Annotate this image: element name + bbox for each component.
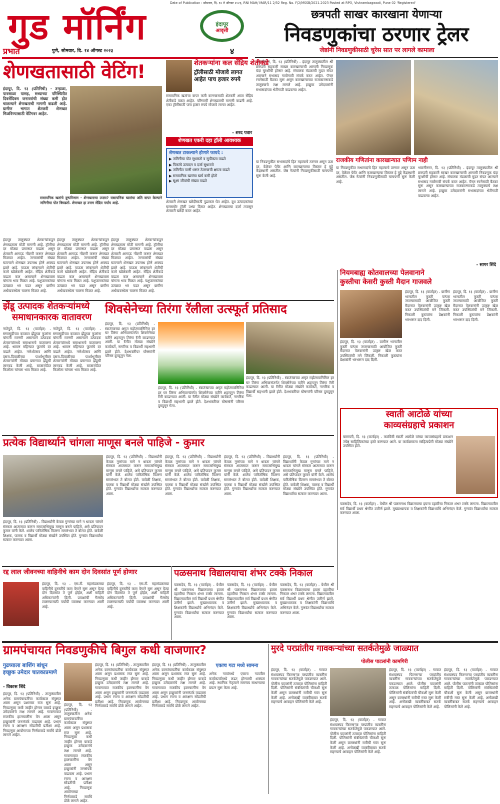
chhatrapati-body-3: भवानीनगर, दि. १३ (प्रतिनिधी) - इंदापूर तालुक्यातील श्री छत्रपती सहकारी साखर कारखान्याची आगामी निवडणूक यंदा चुरशीची होणार आहे. संचालक मंडळाची मुदत संपत आल्याने सभासद गावोगावी संपर्क करत आहेत. पॅनल रचनेसाठी बैठका सुरू असून कारखान्याच्या राजकारणाकडे तालुक्याचे लक्ष लागले आहे. इच्छुक उमेदवारांनी सभासदांच्या भेटीगाठी वाढवल्या आहेत.: [418, 166, 498, 198]
gram-body-2: इंदापूर, दि. १३ (प्रतिनिधी) - तालुक्यातील अनेक ग्रामपंचायतींचा कार्यकाळ संपुष्टात आला असून प्रशासक राज सुरू आहे. निवडणुका कधी जाहीर होणार याकडे इच्छुक उमेदवारांचे लक्ष लागले आहे. गावागावात राजकीय हालचालींना वेग आला असून इच्छुकांनी जनसंपर्क वाढवला आहे. प्रभाग रचना व आरक्षण सोडतीची प्रतीक्षा आहे. निवडणूक आयोगाच्या निर्णयाकडे सर्वांचे डोळे लागले आहेत.: [95, 663, 149, 709]
tiranga-body-3: इंदापूर, दि. १३ (प्रतिनिधी) - स्वातंत्र्याच्या अमृत महोत्सवानिमित्त हर घर तिरंगा अभियानांतर्गत शिवसेनेच्या वतीने शहरातून तिरंगा रॅली काढण्यात आली. या रॅलीत मोठ्या संख्येने कार्यकर्ते, नागरिक व विद्यार्थी सहभागी झाले होते. देशभक्तीपर घोषणांनी परिसर दुमदुमून गेला.: [246, 376, 334, 399]
wrestling-body-1: इंदापूर, दि. १३ (वार्ताहर) - ग्रामीण भागातील कुस्ती परंपरा जपण्यासाठी आयोजित कुस्ती मैदानात पेलवानांनी उत्कृष्ट खेळ करत उपस्थितांची मने जिंकली. निकाली कुस्त्यांना प्रेक्षकांनी भरभरून दाद दिली.: [340, 340, 402, 363]
mid-body-2: शेतकरी शेणखत खरेदीसाठी पुढाकार घेत आहेत. दूध उत्पादकांच्या घरासमोर ट्रॉली उभ्या दिसत आहेत. शेणखताचा दर्जा तपासून शेतकरी खरेदी करत आहेत.: [166, 200, 253, 214]
murde-body-3: इंदापूर, दि. १३ (वार्ताहर) - गावात संशयास्पद फिरणाऱ्या परप्रांतीय व्यक्तींना गावकऱ्यांच्या सतर्कतेमुळे पकडण्यात आले. पोलीस पाटलांनी तत्काळ पोलिसांना माहिती दिली. पोलिसांनी संबंधितांची चौकशी सुरू केली असून ग्रामस्थांनी रात्रीची गस्त सुरू केली आहे. अनोळखी व्यक्तींबाबत सतर्क राहण्याचे आवाहन पोलिसांनी केले आहे.: [389, 668, 441, 709]
gram-photo: [64, 663, 92, 701]
gram-sub: गुढघ्याला बाशिंग बांधून इच्छुक उमेदार चातकाप्रमाणे: [3, 663, 57, 676]
date-line: पुणे, सोमवार, दि. १४ ऑगस्ट २०२३: [52, 49, 114, 54]
jhendu-body-1: नातेपुते, दि. १३ (वार्ताहर) - सणासुदीच्या काळात झेंडूच्या फुलांना चांगली मागणी असल्याने उत्पादक शेतकऱ्यांमध्ये समाधानाचे वातावरण आहे. श्रावण महिन्यात फुलांचे दर वाढले आहेत. गणेशोत्सव आणि दसरा-दिवाळीच्या पार्श्वभूमीवर शेतकऱ्यांनी मोठ्या प्रमाणात झेंडूची लागवड केली आहे. बाजारपेठेत किलोला चांगला भाव मिळत आहे.: [3, 327, 51, 373]
poetry-headline: स्वाती आटोळे यांच्या: [385, 410, 453, 420]
mid-byline: - शरद पवार: [232, 131, 252, 136]
chhatrapati-body-2: या निवडणुकीत सभासदांचे हित महत्त्वाचे ठरणार असून ऊस दर, वेळेवर पेमेंट आणि कारखान्याचा विस्तार हे मुद्दे केंद्रस्थानी असतील. जेष्ठ नेत्यांनी निवडणुकीसाठी चाचपणी सुरू केली आहे.: [336, 166, 415, 184]
kumar-body-5: इंदापूर, दि. १३ (प्रतिनिधी) - विद्यार्थ्यांनी केवळ गुणांच्या मागे न धावता चांगले संस्कार आत्मसात करून समाजाभिमुख माणूस बनले पाहिजे, असे प्रतिपादन कुमार यांनी केले. शालेय पारितोषिक वितरण समारंभात ते बोलत होते. यावेळी शिक्षक, पालक व विद्यार्थी मोठ्या संख्येने उपस्थित होते. गुणवंत विद्यार्थ्यांचा सत्कार करण्यात आला.: [3, 520, 103, 543]
chhatrapati-byline: - सागर शिंदे: [476, 263, 496, 268]
mid-list-box: [166, 148, 253, 198]
tiranga-body-1: इंदापूर, दि. १३ (प्रतिनिधी) - स्वातंत्र्याच्या अमृत महोत्सवानिमित्त हर घर तिरंगा अभियानांतर्गत शिवसेनेच्या वतीने शहरातून तिरंगा रॅली काढण्यात आली. या रॅलीत मोठ्या संख्येने कार्यकर्ते, नागरिक व विद्यार्थी सहभागी झाले होते. देशभक्तीपर घोषणांनी परिसर दुमदुमून गेला.: [105, 322, 155, 359]
chhatrapati-photo-2: [414, 60, 498, 155]
lead-box-text: रासायनिक खतांचे दुष्परिणाम - शेणखताचा उपाय? रासायनिक खतांचा अति वापर केल्याने जमिनीचा पोत बिघडतो. शेणखत हा उत्तम सेंद्रिय पर्याय आहे.: [40, 196, 162, 205]
chhatrapati-sub: जेष्ठांनी निवडणुकीसाठी चुरेस सात पर लागले कामाला: [319, 47, 435, 54]
wrestling-headline-2: कुस्तीचा केसरी कुस्ती मैदान गाजवले: [340, 278, 432, 286]
lead-photo: [70, 86, 162, 194]
wrestling-body-3: इंदापूर, दि. १३ (वार्ताहर) - ग्रामीण भागातील कुस्ती परंपरा जपण्यासाठी आयोजित कुस्ती मैदानात पेलवानांनी उत्कृष्ट खेळ करत उपस्थितांची मने जिंकली. निकाली कुस्त्यांना प्रेक्षकांनी भरभरून दाद दिली.: [453, 290, 498, 322]
mid-list-item: ▶ जमिनीत पाणी धरून ठेवण्याची क्षमता वाढते: [169, 168, 230, 173]
epaper-line: Date of Publication : सोमवार, दि. १४ ते ऑगस्ट २०२३, RNI MAH/ MAR/11 2/52 Reg. No. F/2/MSSB/2021-2023 Posted at RPO, Vishrambagwadi, Pune 02 'Registered': [170, 1, 416, 5]
bus-body-1: इंदापूर, दि. १३ - एस.टी. महामंडळाच्या वाहिनीचे दुरुस्तीचे काम वेगाने सुरू असून येत्या दोन दिवसांत ते पूर्ण होईल, अशी माहिती अधिकाऱ्यांनी दिली. प्रवाशांची गैरसोय टाळण्यासाठी पर्यायी व्यवस्था करण्यात आली आहे.: [42, 582, 104, 609]
school-headline: पळसनाथ विद्यालयाचा शंभर टक्के निकाल: [174, 568, 313, 579]
badge-top: इंदापूर: [215, 22, 229, 28]
mid-list-item: ▶ पिकांचे उत्पादन व दर्जा सुधारतो: [169, 162, 214, 167]
murde-photo: [330, 668, 386, 716]
mid-headline-2: ट्रॉलीसाठी मोजावे लागत आहेत पाच हजार रुपये: [194, 70, 243, 83]
lead-body-3: इंदापूर तालुक्यात शेतकऱ्यांकडून शेणखताला मोठी मागणी आहे. ट्रॉलीचा दर मोठ्या प्रमाणात वाढला असून शेतकरी आगाऊ नोंदणी करून शेणखत मिळवत आहेत. जनावरांची संख्या घटल्याने शेणखत उपलब्ध होणे अवघड झाले आहे. पाऊस लांबल्याने शेतीची कामे खोळंबली आहेत. सेंद्रिय शेतीकडे वाढता कल असल्याने शेणखताला चांगला भाव मिळत आहे. पशुपालकांच्या उत्पन्नात भर पडत असून ग्रामीण अर्थव्यवस्थेला चालना मिळत आहे.: [111, 238, 163, 293]
badge-bottom: आवृत्ती: [215, 28, 229, 34]
lead-body-2: इंदापूर तालुक्यात शेतकऱ्यांकडून शेणखताला मोठी मागणी आहे. ट्रॉलीचा दर मोठ्या प्रमाणात वाढला असून शेतकरी आगाऊ नोंदणी करून शेणखत मिळवत आहेत. जनावरांची संख्या घटल्याने शेणखत उपलब्ध होणे अवघड झाले आहे. पाऊस लांबल्याने शेतीची कामे खोळंबली आहेत. सेंद्रिय शेतीकडे वाढता कल असल्याने शेणखताला चांगला भाव मिळत आहे. पशुपालकांच्या उत्पन्नात भर पडत असून ग्रामीण अर्थव्यवस्थेला चालना मिळत आहे.: [57, 238, 109, 293]
chhatrapati-kicker: छत्रपती साखर कारखाना येणाऱ्या: [311, 8, 442, 21]
bus-headline: रद्द लाल जीवनच्या वाहिनीचे काम दोन दिवसांत पूर्ण होणार: [3, 568, 138, 576]
page-number: ४: [230, 47, 235, 56]
gram-byline: - विकास शिंदे: [3, 685, 26, 690]
tiranga-body-2: इंदापूर, दि. १३ (प्रतिनिधी) - स्वातंत्र्याच्या अमृत महोत्सवानिमित्त हर घर तिरंगा अभियानांतर्गत शिवसेनेच्या वतीने शहरातून तिरंगा रॅली काढण्यात आली. या रॅलीत मोठ्या संख्येने कार्यकर्ते, नागरिक व विद्यार्थी सहभागी झाले होते. देशभक्तीपर घोषणांनी परिसर दुमदुमून गेला.: [158, 386, 244, 409]
masthead-title: गुड मॉर्निंग: [8, 7, 147, 48]
jhendu-headline: झेंडू उत्पादक शेतकऱ्यांमध्ये: [3, 302, 90, 312]
jhendu-body-2: नातेपुते, दि. १३ (वार्ताहर) - सणासुदीच्या काळात झेंडूच्या फुलांना चांगली मागणी असल्याने उत्पादक शेतकऱ्यांमध्ये समाधानाचे वातावरण आहे. श्रावण महिन्यात फुलांचे दर वाढले आहेत. गणेशोत्सव आणि दसरा-दिवाळीच्या पार्श्वभूमीवर शेतकऱ्यांनी मोठ्या प्रमाणात झेंडूची लागवड केली आहे. बाजारपेठेत किलोला चांगला भाव मिळत आहे.: [53, 327, 101, 373]
school-body-1: पळसदेव, दि. १३ (वार्ताहर) - येथील श्री पळसनाथ विद्यालयाचा इयत्ता दहावीचा निकाल शंभर टक्के लागला. विद्यालयातील सर्व विद्यार्थी प्रथम श्रेणीत उत्तीर्ण झाले. मुख्याध्यापक व शिक्षकांनी विद्यार्थ्यांचे अभिनंदन केले. गुणवंत विद्यार्थ्यांचा सत्कार करण्यात आला.: [174, 583, 224, 620]
mid-headline: शेतकऱ्यांना कल सेंद्रिय शेतीकडे: [194, 59, 269, 67]
chhatrapati-photo-1: [336, 60, 411, 155]
kumar-photo: [3, 455, 103, 517]
gram-body-3: इंदापूर, दि. १३ (प्रतिनिधी) - तालुक्यातील अनेक ग्रामपंचायतींचा कार्यकाळ संपुष्टात आला असून प्रशासक राज सुरू आहे. निवडणुका कधी जाहीर होणार याकडे इच्छुक उमेदवारांचे लक्ष लागले आहे. गावागावात राजकीय हालचालींना वेग आला असून इच्छुकांनी जनसंपर्क वाढवला आहे. प्रभाग रचना व आरक्षण सोडतीची प्रतीक्षा आहे. निवडणूक आयोगाच्या निर्णयाकडे सर्वांचे डोळे लागले आहेत.: [64, 703, 92, 804]
school-body-4: पळसदेव, दि. १३ (वार्ताहर) - येथील श्री पळसनाथ विद्यालयाचा इयत्ता दहावीचा निकाल शंभर टक्के लागला. विद्यालयातील सर्व विद्यार्थी प्रथम श्रेणीत उत्तीर्ण झाले. मुख्याध्यापक व शिक्षकांनी विद्यार्थ्यांचे अभिनंदन केले. गुणवंत विद्यार्थ्यांचा सत्कार करण्यात आला.: [340, 502, 498, 516]
kumar-body-2: इंदापूर, दि. १३ (प्रतिनिधी) - विद्यार्थ्यांनी केवळ गुणांच्या मागे न धावता चांगले संस्कार आत्मसात करून समाजाभिमुख माणूस बनले पाहिजे, असे प्रतिपादन कुमार यांनी केले. शालेय पारितोषिक वितरण समारंभात ते बोलत होते. यावेळी शिक्षक, पालक व विद्यार्थी मोठ्या संख्येने उपस्थित होते. गुणवंत विद्यार्थ्यांचा सत्कार करण्यात आला.: [165, 455, 221, 496]
mid-quote-bar: शेणखत एकरी दहा ट्रॉली आवश्यक: [166, 137, 253, 146]
wrestling-photo: [340, 290, 402, 338]
mid-photo: [166, 60, 192, 92]
gram-mid-body: अनेक गावांमध्ये एकाच गटातील कार्यकर्त्यांमध्ये लढत होण्याची शक्यता आहे. स्थानिक नेतृत्वाने समन्वय साधण्याचा प्रयत्न सुरू केला आहे.: [209, 672, 265, 690]
tiranga-photo: [158, 322, 244, 384]
bus-photo: [3, 582, 39, 626]
murde-sub: पोलीस पाटलांनी कामगिरी: [271, 658, 498, 666]
gram-headline: ग्रामपंचायत निवडणुकीचे बिगुल कधी वाजणार?: [3, 643, 207, 657]
murde-body-4: इंदापूर, दि. १३ (वार्ताहर) - गावात संशयास्पद फिरणाऱ्या परप्रांतीय व्यक्तींना गावकऱ्यांच्या सतर्कतेमुळे पकडण्यात आले. पोलीस पाटलांनी तत्काळ पोलिसांना माहिती दिली. पोलिसांनी संबंधितांची चौकशी सुरू केली असून ग्रामस्थांनी रात्रीची गस्त सुरू केली आहे. अनोळखी व्यक्तींबाबत सतर्क राहण्याचे आवाहन पोलिसांनी केले आहे.: [444, 668, 498, 709]
kumar-body-3: इंदापूर, दि. १३ (प्रतिनिधी) - विद्यार्थ्यांनी केवळ गुणांच्या मागे न धावता चांगले संस्कार आत्मसात करून समाजाभिमुख माणूस बनले पाहिजे, असे प्रतिपादन कुमार यांनी केले. शालेय पारितोषिक वितरण समारंभात ते बोलत होते. यावेळी शिक्षक, पालक व विद्यार्थी मोठ्या संख्येने उपस्थित होते. गुणवंत विद्यार्थ्यांचा सत्कार करण्यात आला.: [224, 455, 280, 496]
jhendu-headline-2: समाधानकारक वातावरण: [12, 313, 92, 323]
poetry-photo: [456, 436, 495, 494]
school-body-2: पळसदेव, दि. १३ (वार्ताहर) - येथील श्री पळसनाथ विद्यालयाचा इयत्ता दहावीचा निकाल शंभर टक्के लागला. विद्यालयातील सर्व विद्यार्थी प्रथम श्रेणीत उत्तीर्ण झाले. मुख्याध्यापक व शिक्षकांनी विद्यार्थ्यांचे अभिनंदन केले. गुणवंत विद्यार्थ्यांचा सत्कार करण्यात आला.: [227, 583, 277, 620]
poetry-body: बारामती, दि. १३ (वार्ताहर) - कवयित्री स्वाती आटोळे यांच्या काव्यसंग्रहाचे प्रकाशन ज्येष्ठ साहित्यिकांच्या हस्ते करण्यात आले. या कार्यक्रमाला साहित्यप्रेमी मोठ्या संख्येने उपस्थित होते.: [343, 435, 453, 449]
mid-body: रासायनिक खतांचा वापर कमी करण्यासाठी शेतकरी आता सेंद्रिय शेतीकडे वळत आहेत. परिणामी शेणखताची मागणी वाढली आहे. एका ट्रॉलीसाठी पाच हजार रुपये मोजावे लागत आहेत.: [166, 94, 253, 108]
tiranga-headline: शिवसेनेच्या तिरंगा रॅलीला उत्स्फूर्त प्रतिसाद: [105, 302, 287, 316]
chhatrapati-body-4: या निवडणुकीत सभासदांचे हित महत्त्वाचे ठरणार असून ऊस दर, वेळेवर पेमेंट आणि कारखान्याचा विस्तार हे मुद्दे केंद्रस्थानी असतील. जेष्ठ नेत्यांनी निवडणुकीसाठी चाचपणी सुरू केली आहे.: [256, 160, 333, 178]
bus-body-2: इंदापूर, दि. १३ - एस.टी. महामंडळाच्या वाहिनीचे दुरुस्तीचे काम वेगाने सुरू असून येत्या दोन दिवसांत ते पूर्ण होईल, अशी माहिती अधिकाऱ्यांनी दिली. प्रवाशांची गैरसोय टाळण्यासाठी पर्यायी व्यवस्था करण्यात आली आहे.: [107, 582, 169, 609]
lead-body-1: इंदापूर तालुक्यात शेतकऱ्यांकडून शेणखताला मोठी मागणी आहे. ट्रॉलीचा दर मोठ्या प्रमाणात वाढला असून शेतकरी आगाऊ नोंदणी करून शेणखत मिळवत आहेत. जनावरांची संख्या घटल्याने शेणखत उपलब्ध होणे अवघड झाले आहे. पाऊस लांबल्याने शेतीची कामे खोळंबली आहेत. सेंद्रिय शेतीकडे वाढता कल असल्याने शेणखताला चांगला भाव मिळत आहे. पशुपालकांच्या उत्पन्नात भर पडत असून ग्रामीण अर्थव्यवस्थेला चालना मिळत आहे.: [3, 238, 55, 293]
gram-body-1: इंदापूर, दि. १३ (प्रतिनिधी) - तालुक्यातील अनेक ग्रामपंचायतींचा कार्यकाळ संपुष्टात आला असून प्रशासक राज सुरू आहे. निवडणुका कधी जाहीर होणार याकडे इच्छुक उमेदवारांचे लक्ष लागले आहे. गावागावात राजकीय हालचालींना वेग आला असून इच्छुकांनी जनसंपर्क वाढवला आहे. प्रभाग रचना व आरक्षण सोडतीची प्रतीक्षा आहे. निवडणूक आयोगाच्या निर्णयाकडे सर्वांचे डोळे लागले आहेत.: [3, 692, 61, 738]
mid-list-item: ▶ सूक्ष्म जीवांची संख्या वाढते: [169, 179, 207, 184]
lead-headline: शेणखतासाठी वेटिंग!: [3, 61, 146, 83]
kumar-headline: प्रत्येक विद्यार्थ्याने चांगला माणूस बनले पाहिजे - कुमार: [3, 437, 205, 449]
mid-list-item: ▶ रासायनिक खतांचा खर्च कमी होतो: [169, 173, 218, 178]
kumar-body-4: इंदापूर, दि. १३ (प्रतिनिधी) - विद्यार्थ्यांनी केवळ गुणांच्या मागे न धावता चांगले संस्कार आत्मसात करून समाजाभिमुख माणूस बनले पाहिजे, असे प्रतिपादन कुमार यांनी केले. शालेय पारितोषिक वितरण समारंभात ते बोलत होते. यावेळी शिक्षक, पालक व विद्यार्थी मोठ्या संख्येने उपस्थित होते. गुणवंत विद्यार्थ्यांचा सत्कार करण्यात आला.: [283, 455, 334, 496]
masthead-tag: प्रभात: [3, 47, 20, 56]
wrestling-headline: नियमबाह्य कोतवालच्या पेलवानाने: [340, 269, 425, 277]
mid-list-item: ▶ जमिनीचा पोत सुधारतो व सुपीकता वाढते: [169, 157, 226, 161]
wrestling-body-2: इंदापूर, दि. १३ (वार्ताहर) - ग्रामीण भागातील कुस्ती परंपरा जपण्यासाठी आयोजित कुस्ती मैदानात पेलवानांनी उत्कृष्ट खेळ करत उपस्थितांची मने जिंकली. निकाली कुस्त्यांना प्रेक्षकांनी भरभरून दाद दिली.: [405, 290, 450, 322]
poetry-headline-2: काव्यसंग्रहाचे प्रकाशन: [383, 421, 455, 431]
chhatrapati-caption: राजकीय गणितांना कारखान्यात पणिाम नाही: [336, 158, 428, 164]
masthead: [0, 6, 250, 56]
school-body-3: पळसदेव, दि. १३ (वार्ताहर) - येथील श्री पळसनाथ विद्यालयाचा इयत्ता दहावीचा निकाल शंभर टक्के लागला. विद्यालयातील सर्व विद्यार्थी प्रथम श्रेणीत उत्तीर्ण झाले. मुख्याध्यापक व शिक्षकांनी विद्यार्थ्यांचे अभिनंदन केले. गुणवंत विद्यार्थ्यांचा सत्कार करण्यात आला.: [280, 583, 334, 615]
tiranga-photo-2: [246, 322, 334, 374]
lead-intro: इंदापूर, दि. १३ (प्रतिनिधी) - उन्हाळा, पावसाळा यासह, सध्याच्या परिस्थितीत दिवसेंदिवस जनावरांची संख्या कमी होत चालल्याने शेणखताची मागणी वाढली आहे. ग्रामीण भागात शेतकरी शेणखत मिळविण्यासाठी वेटिंगवर आहेत.: [3, 86, 67, 116]
chhatrapati-headline: निवडणुकांचा ठरणार ट्रेलर: [284, 22, 469, 46]
edition-badge: [200, 10, 244, 42]
kumar-body-1: इंदापूर, दि. १३ (प्रतिनिधी) - विद्यार्थ्यांनी केवळ गुणांच्या मागे न धावता चांगले संस्कार आत्मसात करून समाजाभिमुख माणूस बनले पाहिजे, असे प्रतिपादन कुमार यांनी केले. शालेय पारितोषिक वितरण समारंभात ते बोलत होते. यावेळी शिक्षक, पालक व विद्यार्थी मोठ्या संख्येने उपस्थित होते. गुणवंत विद्यार्थ्यांचा सत्कार करण्यात आला.: [106, 455, 162, 496]
murde-body-2: इंदापूर, दि. १३ (वार्ताहर) - गावात संशयास्पद फिरणाऱ्या परप्रांतीय व्यक्तींना गावकऱ्यांच्या सतर्कतेमुळे पकडण्यात आले. पोलीस पाटलांनी तत्काळ पोलिसांना माहिती दिली. पोलिसांनी संबंधितांची चौकशी सुरू केली असून ग्रामस्थांनी रात्रीची गस्त सुरू केली आहे. अनोळखी व्यक्तींबाबत सतर्क राहण्याचे आवाहन पोलिसांनी केले आहे.: [330, 718, 386, 755]
gram-mid-title: एकाच गटा मध्ये सामना: [215, 663, 259, 669]
murde-body-1: इंदापूर, दि. १३ (वार्ताहर) - गावात संशयास्पद फिरणाऱ्या परप्रांतीय व्यक्तींना गावकऱ्यांच्या सतर्कतेमुळे पकडण्यात आले. पोलीस पाटलांनी तत्काळ पोलिसांना माहिती दिली. पोलिसांनी संबंधितांची चौकशी सुरू केली असून ग्रामस्थांनी रात्रीची गस्त सुरू केली आहे. अनोळखी व्यक्तींबाबत सतर्क राहण्याचे आवाहन पोलिसांनी केले आहे.: [271, 668, 327, 705]
mid-list-title: शेणखत टाकल्याने होणारे फायदे :: [169, 151, 223, 156]
gram-body-4: इंदापूर, दि. १३ (प्रतिनिधी) - तालुक्यातील अनेक ग्रामपंचायतींचा कार्यकाळ संपुष्टात आला असून प्रशासक राज सुरू आहे. निवडणुका कधी जाहीर होणार याकडे इच्छुक उमेदवारांचे लक्ष लागले आहे. गावागावात राजकीय हालचालींना वेग आला असून इच्छुकांनी जनसंपर्क वाढवला आहे. प्रभाग रचना व आरक्षण सोडतीची प्रतीक्षा आहे. निवडणूक आयोगाच्या निर्णयाकडे सर्वांचे डोळे लागले आहेत.: [152, 663, 206, 709]
chhatrapati-body: भवानीनगर, दि. १३ (प्रतिनिधी) - इंदापूर तालुक्यातील श्री छत्रपती सहकारी साखर कारखान्याची आगामी निवडणूक यंदा चुरशीची होणार आहे. संचालक मंडळाची मुदत संपत आल्याने सभासद गावोगावी संपर्क करत आहेत. पॅनल रचनेसाठी बैठका सुरू असून कारखान्याच्या राजकारणाकडे तालुक्याचे लक्ष लागले आहे. इच्छुक उमेदवारांनी सभासदांच्या भेटीगाठी वाढवल्या आहेत.: [256, 60, 333, 92]
murde-headline: मुरदे परप्रांतीय गावकऱ्यांच्या सतर्कतेमुळे जाळ्यात: [271, 643, 419, 653]
